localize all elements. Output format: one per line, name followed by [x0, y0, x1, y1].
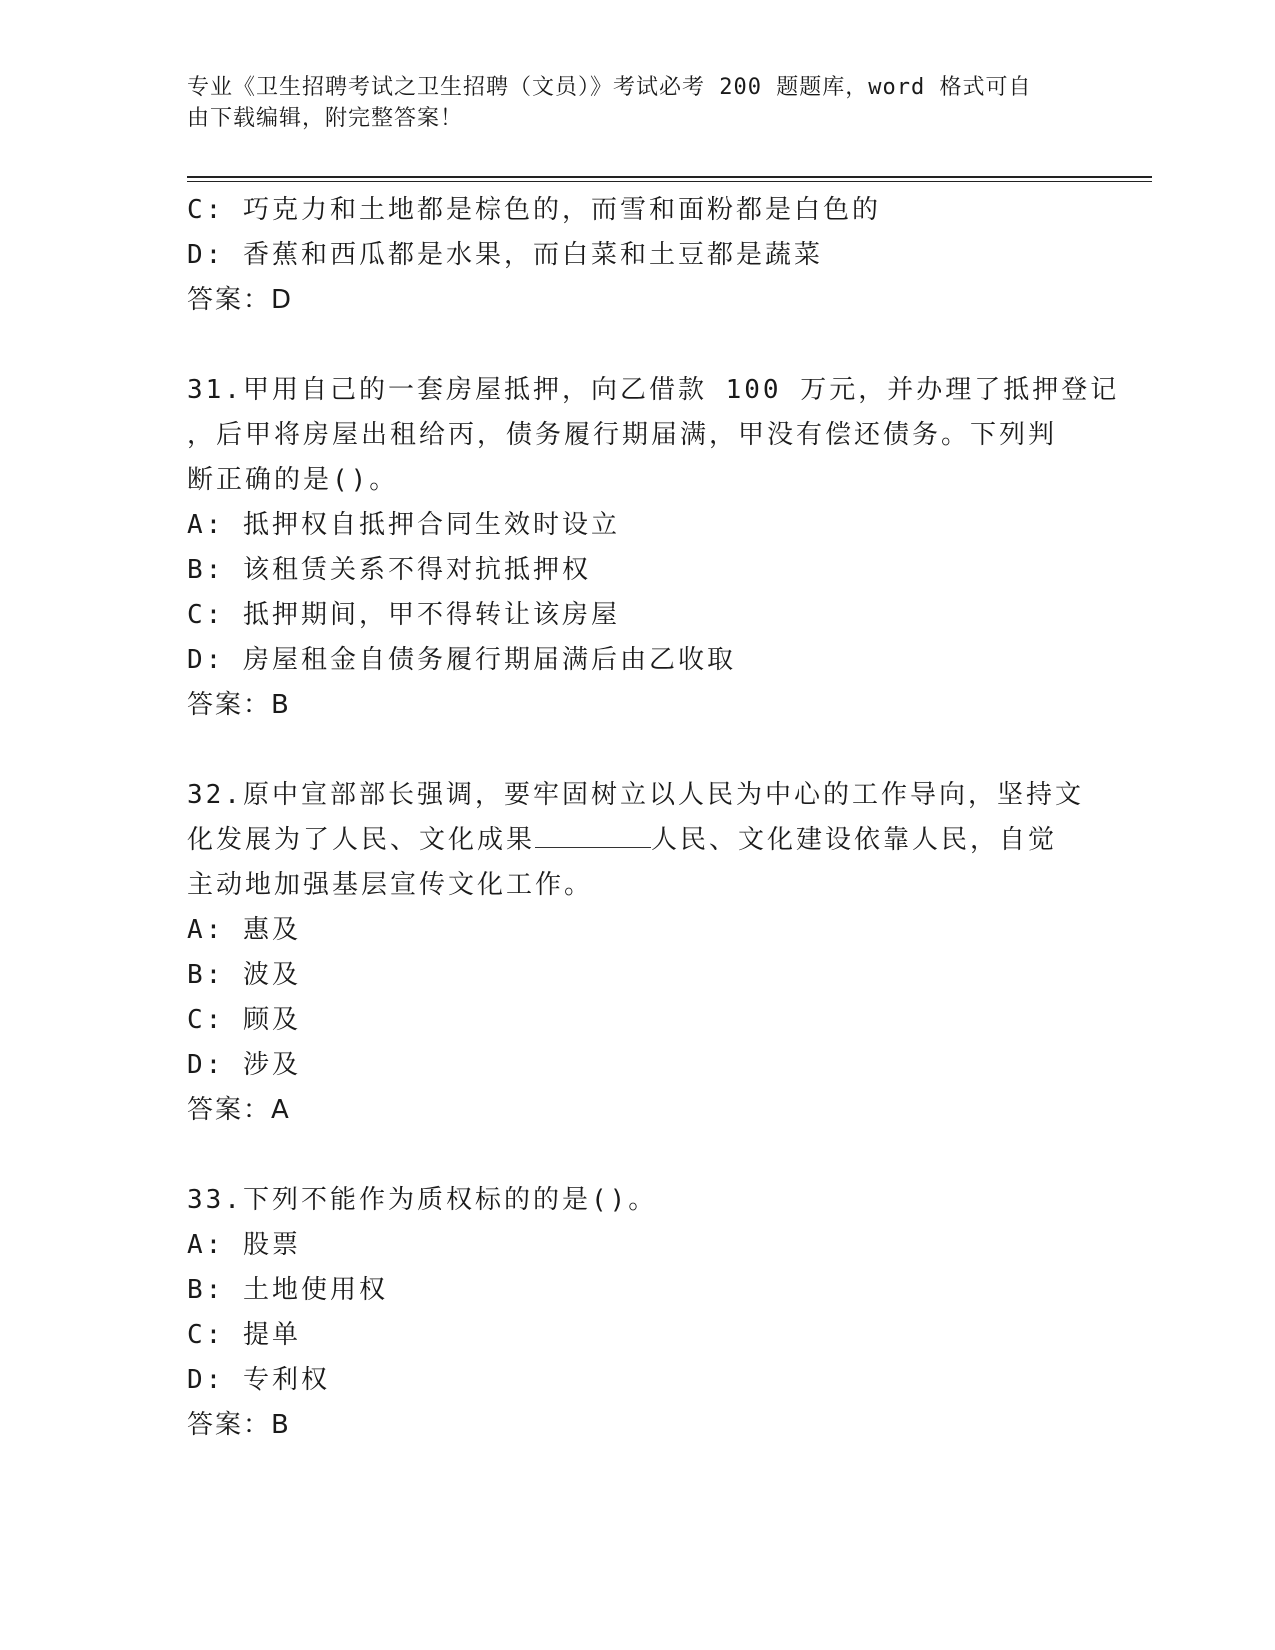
option-c: C: 顾及 — [187, 1005, 301, 1035]
question-30-tail — [187, 188, 1087, 323]
answer-line: 答案：A — [187, 1095, 291, 1125]
question-stem-line: ，后甲将房屋出租给丙，债务履行期届满，甲没有偿还债务。下列判 — [187, 420, 1058, 450]
question-stem-line: 33.下列不能作为质权标的的是()。 — [187, 1185, 658, 1215]
header-line-1: 专业《卫生招聘考试之卫生招聘（文员）》考试必考 200 题题库，word 格式可自 — [187, 75, 1032, 100]
option-c: C: 提单 — [187, 1320, 301, 1350]
question-stem-line — [187, 818, 1087, 863]
option-b: B: 波及 — [187, 960, 301, 990]
header-divider-thin — [187, 181, 1152, 182]
header-divider-thick — [187, 176, 1152, 178]
fill-in-blank — [535, 823, 651, 848]
option-d: D: 房屋租金自债务履行期届满后由乙收取 — [187, 645, 736, 675]
page-header — [187, 72, 1067, 134]
question-33 — [187, 1178, 1087, 1448]
option-a: A: 股票 — [187, 1230, 301, 1260]
header-line-2: 由下载编辑，附完整答案！ — [187, 106, 464, 131]
question-stem-line: 断正确的是()。 — [187, 465, 399, 495]
option-d: D: 香蕉和西瓜都是水果，而白菜和土豆都是蔬菜 — [187, 240, 823, 270]
question-stem-line: 32.原中宣部部长强调，要牢固树立以人民为中心的工作导向，坚持文 — [187, 780, 1084, 810]
question-stem-line: 主动地加强基层宣传文化工作。 — [187, 870, 594, 900]
question-list — [187, 188, 1120, 1448]
question-31 — [187, 368, 1120, 728]
option-a: A: 抵押权自抵押合同生效时设立 — [187, 510, 620, 540]
question-32 — [187, 773, 1087, 1133]
option-b: B: 该租赁关系不得对抗抵押权 — [187, 555, 591, 585]
stem-text-before-blank: 化发展为了人民、文化成果 — [187, 825, 536, 855]
stem-text-after-blank: 人民、文化建设依靠人民，自觉 — [651, 825, 1058, 855]
question-stem-line: 31.甲用自己的一套房屋抵押，向乙借款 100 万元，并办理了抵押登记 — [187, 375, 1120, 405]
option-c: C: 抵押期间，甲不得转让该房屋 — [187, 600, 620, 630]
option-d: D: 专利权 — [187, 1365, 330, 1395]
option-b: B: 土地使用权 — [187, 1275, 388, 1305]
answer-line: 答案：B — [187, 690, 291, 720]
option-c: C: 巧克力和土地都是棕色的，而雪和面粉都是白色的 — [187, 195, 881, 225]
option-a: A: 惠及 — [187, 915, 301, 945]
answer-line: 答案：B — [187, 1410, 291, 1440]
answer-line: 答案：D — [187, 285, 294, 315]
option-d: D: 涉及 — [187, 1050, 301, 1080]
